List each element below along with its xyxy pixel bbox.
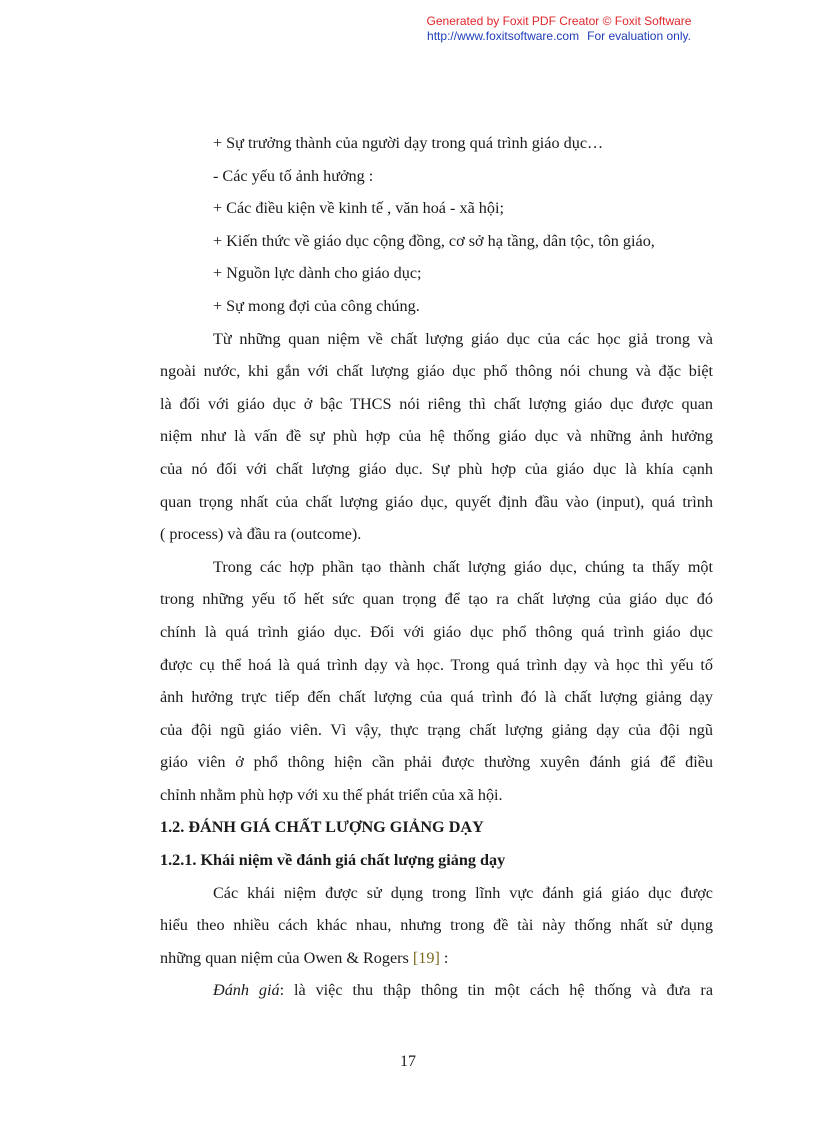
- paragraph-line: ( process) và đầu ra (outcome).: [160, 525, 362, 544]
- paragraph-line: ngoài nước, khi gắn với chất lượng giáo dục phổ thông nói chung và đặc biệt: [160, 362, 713, 381]
- list-item: + Kiến thức về giáo dục cộng đồng, cơ sở hạ tầng, dân tộc, tôn giáo,: [213, 231, 655, 250]
- paragraph-line: trong những yếu tố hết sức quan trọng để tạo ra chất lượng của giáo dục đó: [160, 590, 713, 609]
- paragraph-line: hiểu theo nhiều cách khác nhau, nhưng trong đề tài này thống nhất sử dụng: [160, 916, 713, 935]
- subsection-heading: 1.2.1. Khái niệm về đánh giá chất lượng giảng dạy: [160, 851, 506, 870]
- paragraph-line: quan trọng nhất của chất lượng giáo dục, quyết định đầu vào (input), quá trình: [160, 492, 713, 511]
- paragraph-line: của nó đối với chất lượng giáo dục. Sự phù hợp của giáo dục là khía cạnh: [160, 459, 713, 478]
- watermark-note: For evaluation only.: [587, 29, 691, 43]
- watermark-url-line: [409, 29, 709, 44]
- paragraph-line: là đối với giáo dục ở bậc THCS nói riêng thì chất lượng giáo dục được quan: [160, 394, 713, 413]
- paragraph-line: ảnh hưởng trực tiếp đến chất lượng của quá trình đó là chất lượng giảng dạy: [160, 688, 713, 707]
- watermark-generator: Generated by Foxit PDF Creator © Foxit Software: [426, 14, 692, 28]
- paragraph-line: chỉnh nhằm phù hợp với xu thế phát triển của xã hội.: [160, 785, 503, 804]
- list-item: + Sự trưởng thành của người dạy trong quá trình giáo dục…: [213, 134, 604, 152]
- paragraph-line: niệm như là vấn đề sự phù hợp của hệ thống giáo dục và những ảnh hưởng: [160, 427, 713, 446]
- paragraph-line: [160, 942, 713, 975]
- page-number: 17: [400, 1053, 416, 1070]
- paragraph-line: [160, 974, 713, 1007]
- paragraph-line: của đội ngũ giáo viên. Vì vậy, thực trạng chất lượng giảng dạy của đội ngũ: [160, 720, 713, 739]
- paragraph-line: chính là quá trình giáo dục. Đối với giáo dục phổ thông quá trình giáo dục: [160, 622, 713, 641]
- defined-term: Đánh giá: [213, 981, 280, 1000]
- paragraph-line: giáo viên ở phổ thông hiện cần phải được thường xuyên đánh giá để điều: [160, 753, 713, 772]
- list-item: - Các yếu tố ảnh hưởng :: [213, 166, 374, 185]
- paragraph-text: :: [439, 948, 449, 967]
- watermark-url[interactable]: http://www.foxitsoftware.com: [427, 29, 580, 43]
- paragraph-line: Từ những quan niệm về chất lượng giáo dục của các học giả trong và: [213, 329, 713, 348]
- section-heading: 1.2. ĐÁNH GIÁ CHẤT LƯỢNG GIẢNG DẠY: [160, 818, 484, 837]
- citation-link[interactable]: [19]: [412, 948, 440, 967]
- list-item: + Các điều kiện về kinh tế , văn hoá - xã hội;: [213, 199, 504, 218]
- list-item: + Sự mong đợi của công chúng.: [213, 296, 420, 315]
- paragraph-text: : là việc thu thập thông tin một cách hệ thống và đưa ra: [279, 981, 713, 1000]
- paragraph-line: Trong các hợp phần tạo thành chất lượng giáo dục, chúng ta thấy một: [213, 557, 713, 576]
- list-item: + Nguồn lực dành cho giáo dục;: [213, 264, 422, 283]
- paragraph-line: được cụ thể hoá là quá trình dạy và học. Trong quá trình dạy và học thì yếu tố: [160, 655, 713, 674]
- page-body: [160, 127, 713, 1007]
- paragraph-line: Các khái niệm được sử dụng trong lĩnh vực đánh giá giáo dục được: [213, 883, 713, 902]
- paragraph-text: những quan niệm của Owen & Rogers: [160, 948, 413, 967]
- foxit-watermark: [409, 14, 709, 44]
